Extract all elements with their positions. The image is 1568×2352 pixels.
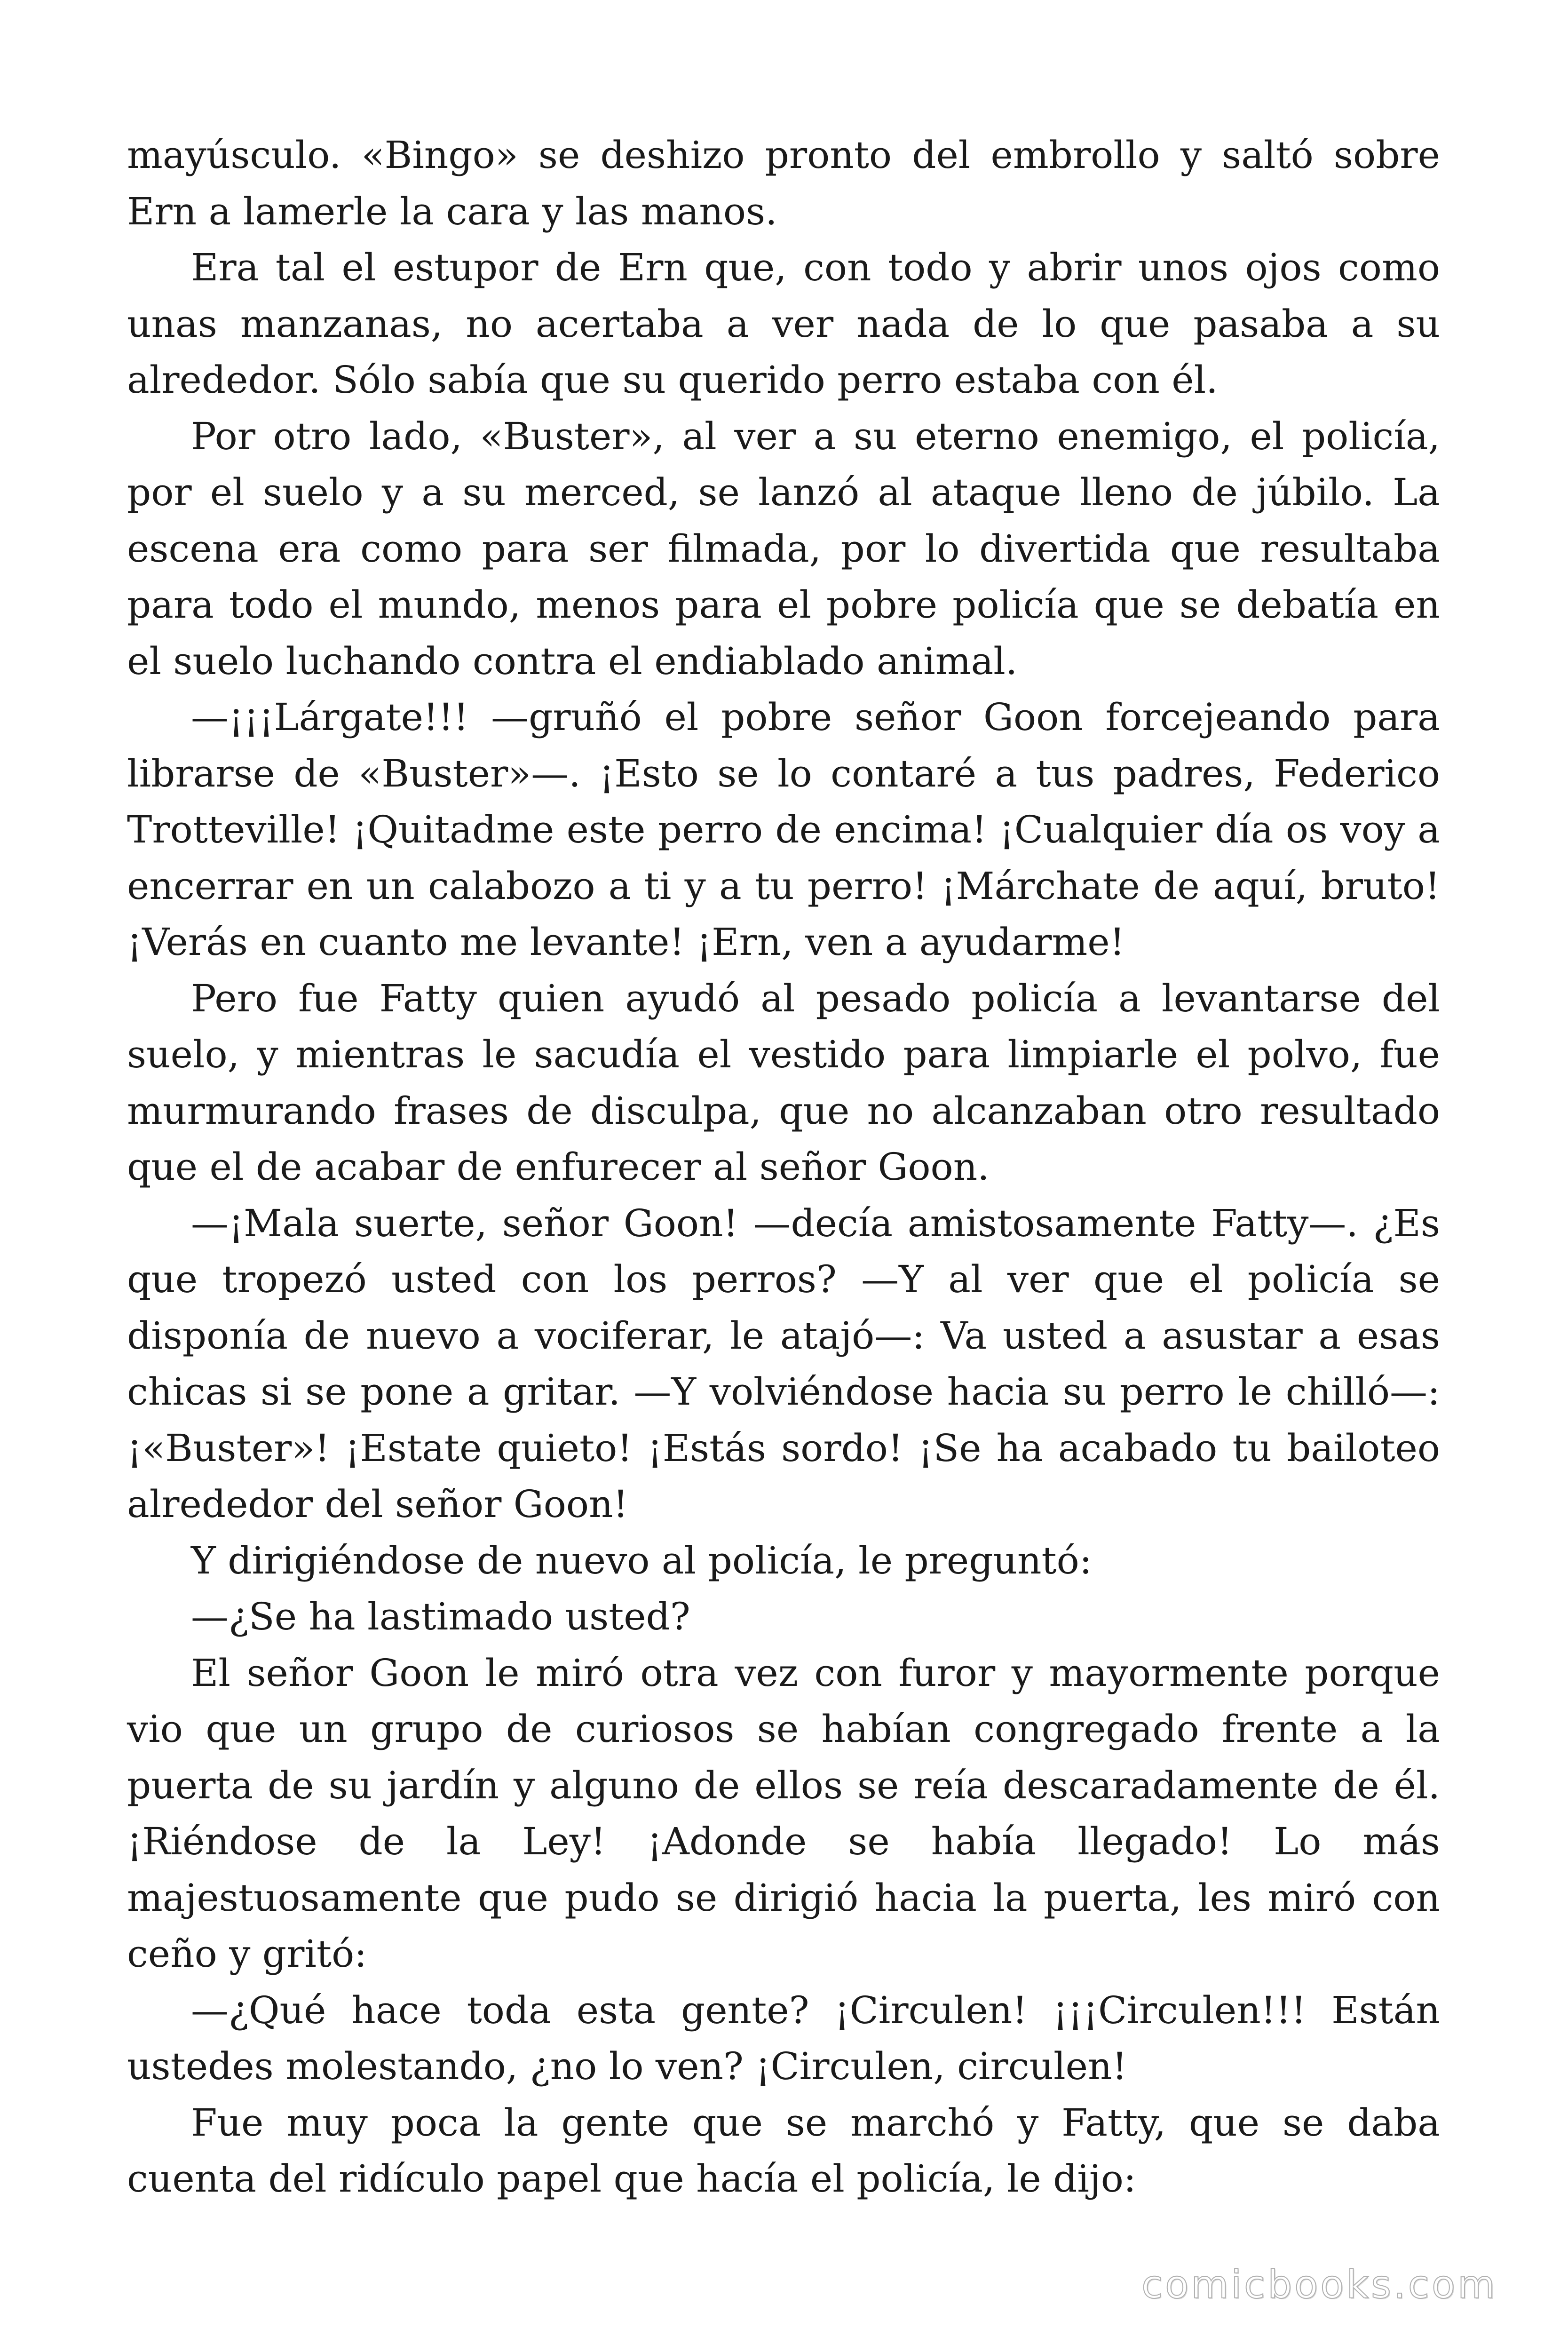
watermark: comicbooks.com (1141, 2263, 1497, 2307)
paragraph-3: Por otro lado, «Buster», al ver a su eterno enemigo, el policía, por el suelo y a su merced, se lanzó al ataque lleno de júbilo. La escena era como para ser filmada, por lo divertida que resultaba para todo el mundo, menos para el pobre policía que se debatía en el suelo luchando contra el endiablado animal. (127, 414, 1440, 683)
paragraph-8: —¿Se ha lastimado usted? (191, 1595, 690, 1638)
page-body (127, 127, 1440, 2207)
paragraph-6: —¡Mala suerte, señor Goon! —decía amistosamente Fatty—. ¿Es que tropezó usted con los perros? —Y al ver que el policía se disponía de nuevo a vociferar, le atajó—: Va usted a asustar a esas chicas si se pone a gritar. —Y volviéndose hacia su perro le chilló—: ¡«Buster»! ¡Estate quieto! ¡Estás sordo! ¡Se ha acabado tu bailoteo alrededor del señor Goon! (127, 1201, 1440, 1526)
paragraph-1: mayúsculo. «Bingo» se deshizo pronto del embrollo y saltó sobre Ern a lamerle la cara y las manos. (127, 133, 1440, 233)
paragraph-9: El señor Goon le miró otra vez con furor y mayormente porque vio que un grupo de curiosos se habían congregado frente a la puerta de su jardín y alguno de ellos se reía descaradamente de él. ¡Riéndose de la Ley! ¡Adonde se había llegado! Lo más majestuosamente que pudo se dirigió hacia la puerta, les miró con ceño y gritó: (127, 1651, 1440, 1976)
paragraph-4: —¡¡¡Lárgate!!! —gruñó el pobre señor Goon forcejeando para librarse de «Buster»—. ¡Esto se lo contaré a tus padres, Federico Trotteville! ¡Quitadme este perro de encima! ¡Cualquier día os voy a encerrar en un calabozo a ti y a tu perro! ¡Márchate de aquí, bruto! ¡Verás en cuanto me levante! ¡Ern, ven a ayudarme! (127, 695, 1440, 964)
paragraph-5: Pero fue Fatty quien ayudó al pesado policía a levantarse del suelo, y mientras le sacudía el vestido para limpiarle el polvo, fue murmurando frases de disculpa, que no alcanzaban otro resultado que el de acabar de enfurecer al señor Goon. (127, 976, 1440, 1189)
paragraph-11: Fue muy poca la gente que se marchó y Fatty, que se daba cuenta del ridículo papel que hacía el policía, le dijo: (127, 2100, 1440, 2201)
paragraph-2: Era tal el estupor de Ern que, con todo y abrir unos ojos como unas manzanas, no acertaba a ver nada de lo que pasaba a su alrededor. Sólo sabía que su querido perro estaba con él. (127, 246, 1440, 402)
paragraph-10: —¿Qué hace toda esta gente? ¡Circulen! ¡¡¡Circulen!!! Están ustedes molestando, ¿no lo ven? ¡Circulen, circulen! (127, 1988, 1440, 2088)
paragraph-7: Y dirigiéndose de nuevo al policía, le preguntó: (191, 1538, 1092, 1582)
